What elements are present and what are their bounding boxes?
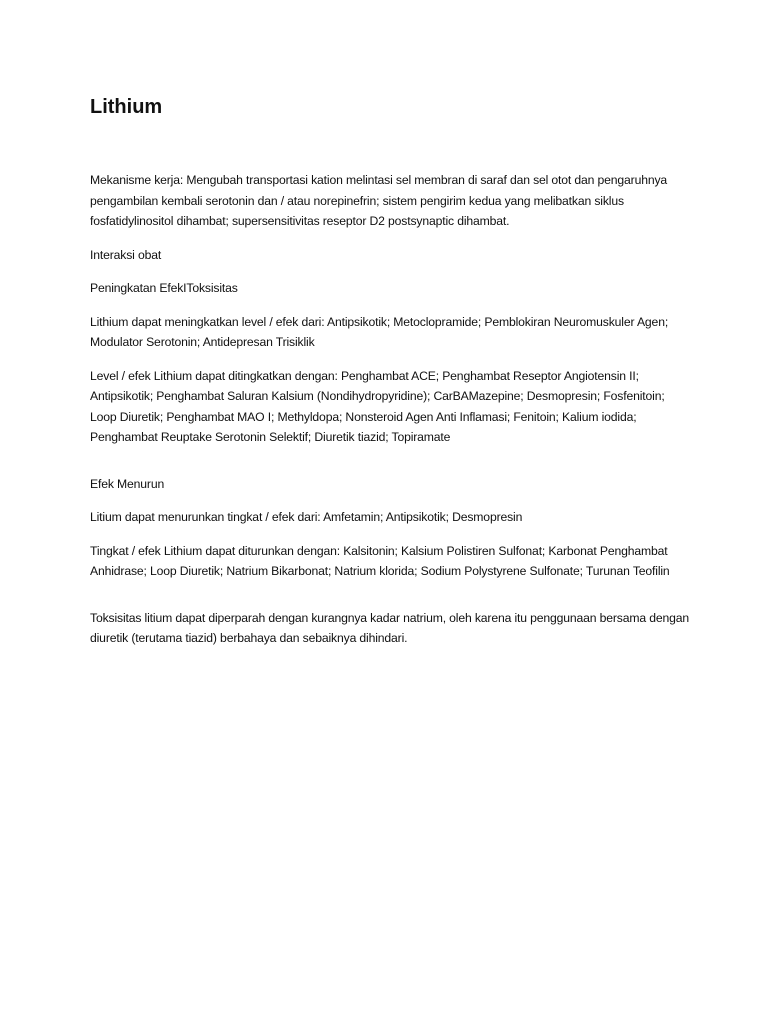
peningkatan-paragraph-1: Lithium dapat meningkatkan level / efek dari: Antipsikotik; Metoclopramide; Pemblokiran Neuromuskuler Agen; Modulator Serotonin; Antidepresan Trisiklik <box>90 314 669 349</box>
toksisitas-paragraph: Toksisitas litium dapat diperparah dengan kurangnya kadar natrium, oleh karena itu penggunaan bersama dengan diuretik (terutama tiazid) berbahaya dan sebaiknya dihindari. <box>90 610 689 645</box>
menurun-paragraph-2: Tingkat / efek Lithium dapat diturunkan dengan: Kalsitonin; Kalsium Polistiren Sulfonat; Karbonat Penghambat Anhidrase; Loop Diuretik; Natrium Bikarbonat; Natrium klorida; Sodium Polystyrene Sulfonate; Turunan Teofilin <box>90 543 670 578</box>
menurun-paragraph-1: Litium dapat menurunkan tingkat / efek dari: Amfetamin; Antipsikotik; Desmopresin <box>90 510 523 524</box>
document-title: Lithium <box>90 96 163 118</box>
interaksi-heading: Interaksi obat <box>90 247 162 262</box>
menurun-heading: Efek Menurun <box>90 476 165 491</box>
peningkatan-heading: Peningkatan EfekIToksisitas <box>90 281 238 295</box>
mekanisme-paragraph: Mekanisme kerja: Mengubah transportasi kation melintasi sel membran di saraf dan sel otot dan pengaruhnya pengambilan kembali serotonin dan / atau norepinefrin; sistem pengirim kedua yang melibatkan siklus fosfatidylinositol dihambat; supersensitivitas reseptor D2 postsynaptic dihambat. <box>90 173 668 228</box>
document-content <box>90 94 690 662</box>
peningkatan-paragraph-2: Level / efek Lithium dapat ditingkatkan dengan: Penghambat ACE; Penghambat Reseptor Angiotensin II; Antipsikotik; Penghambat Saluran Kalsium (Nondihydropyridine); CarBAMazepine; Desmopresin; Fosfenitoin; Loop Diuretik; Penghambat MAO I; Methyldopa; Nonsteroid Agen Anti Inflamasi; Fenitoin; Kalium iodida; Penghambat Reuptake Serotonin Selektif; Diuretik tiazid; Topiramate <box>90 368 665 444</box>
